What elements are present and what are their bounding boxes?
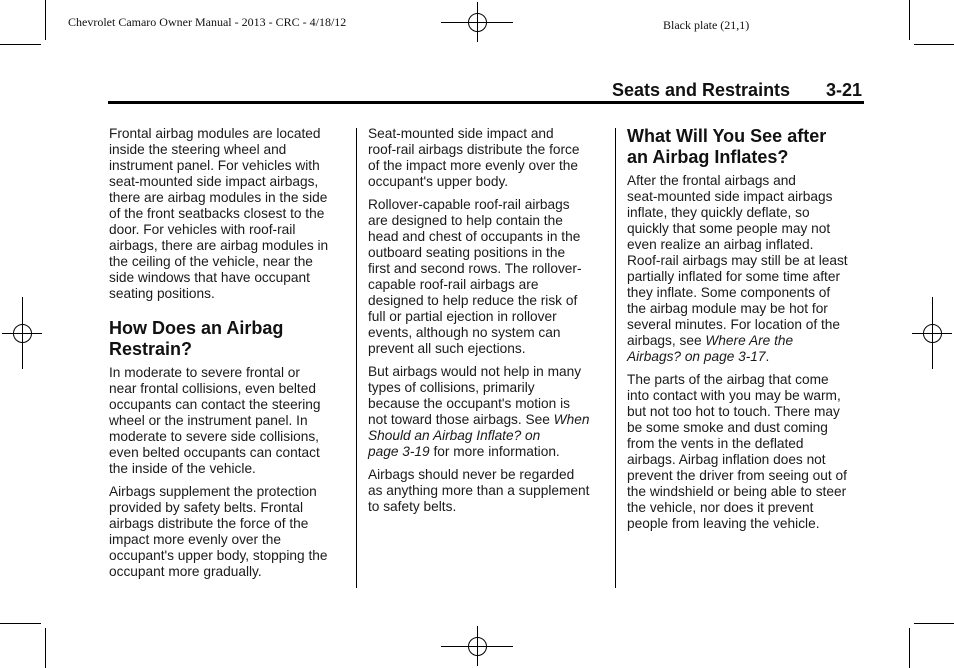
crop-mark [914, 44, 954, 45]
registration-mark-left [2, 297, 42, 369]
column-divider [356, 128, 357, 588]
crop-mark [914, 623, 954, 624]
registration-mark-right [912, 297, 952, 369]
column-3 [627, 126, 863, 539]
plate-label: Black plate (21,1) [663, 18, 750, 32]
paragraph-supplement: Airbags supplement the protection provided by safety belts. Frontal airbags distribute the force of the impact more evenly over the occupant's upper body, stopping the occupant more gradually. [109, 484, 328, 579]
cross-reference-link[interactable]: Where Are the [705, 333, 794, 348]
paragraph-after-inflation: After the frontal airbags and seat-mounted side impact airbags inflate, they quickly deflate, so quickly that some people may not even realize an airbag inflated. Roof-rail airbags may still be at least partially inflated for some time after they inflate. Some components of the airbag module may be hot for several minutes. For location of the airbags, see Where Are the Airbags? on page 3-17. [627, 173, 848, 364]
crop-mark [909, 628, 910, 668]
paragraph-never-regarded: Airbags should never be regarded as anything more than a supplement to safety belts. [368, 467, 590, 514]
registration-mark-bottom [441, 626, 513, 666]
crop-mark [0, 623, 41, 624]
crop-mark [45, 628, 46, 668]
section-title: Seats and Restraints [612, 80, 791, 100]
paragraph-side-impact: Seat-mounted side impact and roof-rail airbags distribute the force of the impact more evenly over the occupant's upper body. [368, 126, 580, 189]
paragraph-airbag-module-locations: Frontal airbag modules are located inside the steering wheel and instrument panel. For vehicles with seat-mounted side impact airbags, there are airbag modules in the side of the front seatbacks closest to the door. For vehicles with roof-rail airbags, there are airbag modules in the ceiling of the vehicle, near the side windows that have occupant seating positions. [109, 126, 329, 301]
paragraph-parts-warm: The parts of the airbag that come into contact with you may be warm, but not too hot to touch. There may be some smoke and dust coming from the vents in the deflated airbags. Airbag inflation does not prevent the driver from seeing out of the windshield or being able to steer the vehicle, nor does it prevent people from leaving the vehicle. [627, 372, 847, 531]
page-number: 3-21 [825, 80, 862, 100]
crop-mark [45, 0, 46, 40]
crop-mark [909, 0, 910, 40]
header-rule [108, 101, 864, 104]
heading-what-will-you-see: What Will You See after an Airbag Inflates? [627, 126, 827, 167]
heading-how-does-airbag-restrain: How Does an Airbag Restrain? [109, 318, 284, 359]
registration-mark-top [441, 2, 513, 42]
paragraph-collisions: In moderate to severe frontal or near frontal collisions, even belted occupants can contact the steering wheel or the instrument panel. In moderate to severe side collisions, even belted occupants can contact the inside of the vehicle. [109, 365, 321, 476]
column-1 [109, 126, 345, 587]
column-divider [615, 128, 616, 588]
cross-reference-link[interactable]: When [553, 412, 590, 427]
cross-reference-link[interactable]: Should an Airbag Inflate? on [368, 428, 541, 443]
paragraph-would-not-help: But airbags would not help in many types of collisions, primarily because the occupant's motion is not toward those airbags. See When Should an Airbag Inflate? on page 3-19 for more information. [368, 364, 590, 459]
column-2 [368, 126, 604, 522]
paragraph-rollover: Rollover-capable roof-rail airbags are designed to help contain the head and chest of occupants in the outboard seating positions in the first and second rows. The rollover- capable roof-rail airbags are designed to help reduce the risk of full or partial ejection in rollover events, although no system can prevent all such ejections. [368, 197, 582, 356]
cross-reference-link[interactable]: Airbags? on page 3-17 [627, 349, 766, 364]
crop-mark [0, 44, 41, 45]
cross-reference-link[interactable]: page 3-19 [368, 444, 430, 459]
print-slug: Chevrolet Camaro Owner Manual - 2013 - CRC - 4/18/12 [68, 15, 347, 29]
